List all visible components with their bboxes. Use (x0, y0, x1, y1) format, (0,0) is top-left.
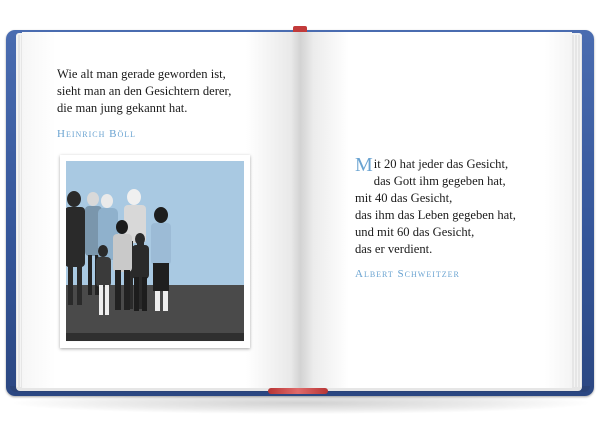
right-quote-text: it 20 hat jeder das Gesicht, das Gott ihm gegeben hat, mit 40 das Gesicht, das ihm das Leben gegeben hat, und mit 60 das Gesicht, das er verdient. (355, 157, 516, 256)
ribbon-bottom (268, 388, 328, 394)
left-author: Heinrich Böll (57, 128, 137, 140)
drop-cap: M (355, 154, 373, 176)
right-author: Albert Schweitzer (355, 268, 460, 280)
right-quote (355, 156, 570, 258)
family-photo (60, 155, 250, 348)
left-quote: Wie alt man gerade geworden ist, sieht man an den Gesichtern derer, die man jung gekannt hat. (57, 67, 232, 115)
